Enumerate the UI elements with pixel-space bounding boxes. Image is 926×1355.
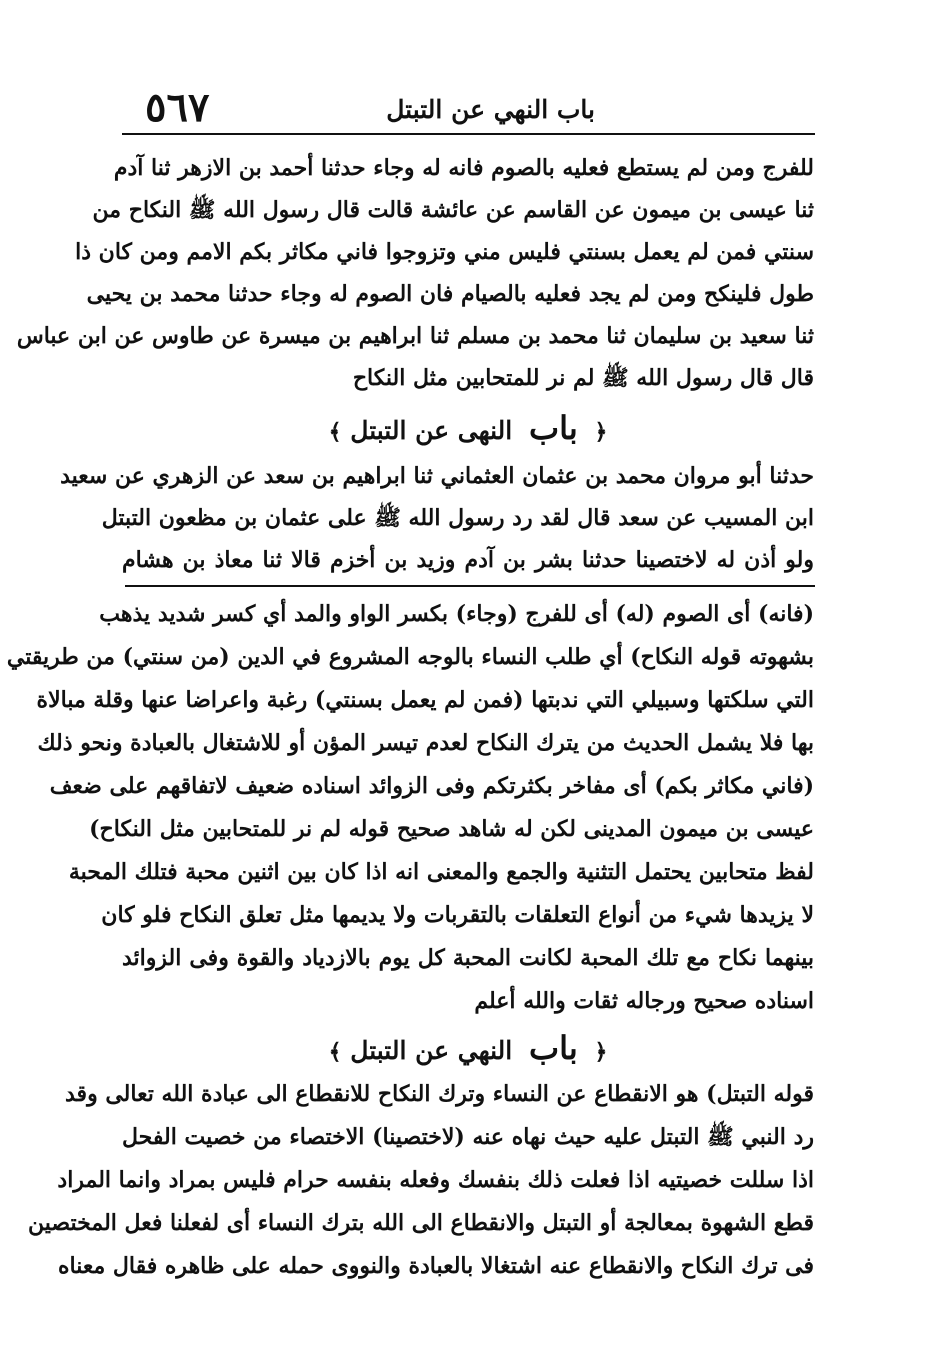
ornament-open: ﴿ xyxy=(594,1039,608,1065)
page-header xyxy=(125,86,815,134)
text-line: ثنا سعيد بن سليمان ثنا محمد بن مسلم ثنا ابراهيم بن ميسرة عن طاوس عن ابن عباس xyxy=(16,323,814,349)
ornament-close: ﴾ xyxy=(328,1039,342,1065)
commentary-line: اسناده صحيح ورجاله ثقات والله أعلم xyxy=(474,988,814,1014)
text-line: حدثنا أبو مروان محمد بن عثمان العثماني ثنا ابراهيم بن سعد عن الزهري عن سعيد xyxy=(60,463,814,489)
hadith-text-block-2 xyxy=(60,458,814,584)
chapter-bab-word: باب xyxy=(528,409,578,447)
ornament-open: ﴿ xyxy=(594,419,608,445)
commentary-line: فى ترك النكاح والانقطاع عنه اشتغالا بالعبادة والنووى حمله على ظاهره فقال معناه xyxy=(57,1253,814,1279)
hadith-text-block-1 xyxy=(16,150,814,410)
commentary-line: بها فلا يشمل الحديث من يترك النكاح لعدم تيسر المؤن أو للاشتغال بالعبادة ونحو ذلك xyxy=(37,730,814,756)
commentary-line: قطع الشهوة بمعالجة أو التبتل والانقطاع الى الله بترك النساء أى لفعلنا فعل المختصين xyxy=(28,1210,814,1236)
commentary-line: اذا سللت خصيتيه اذا فعلت ذلك بنفسك وفعله بنفسه حرام فليس بمراد وانما المراد xyxy=(57,1167,814,1193)
commentary-line: بشهوته قوله النكاح) أي طلب النساء بالوجه المشروع في الدين (من سنتي) من طريقتي xyxy=(6,644,814,670)
text-line: ولو أذن له لاختصينا حدثنا بشر بن آدم وزيد بن أخزم قالا ثنا معاذ بن هشام xyxy=(122,547,814,573)
header-rule xyxy=(122,133,815,135)
commentary-line: (فاني مكاثر بكم) أى مفاخر بكثرتكم وفى الزوائد اسناده ضعيف لاتفاقهم على ضعف xyxy=(49,773,814,799)
text-line: سنتي فمن لم يعمل بسنتي فليس مني وتزوجوا فاني مكاثر بكم الامم ومن كان ذا xyxy=(75,239,814,265)
text-line: طول فلينكح ومن لم يجد فعليه بالصيام فان الصوم له وجاء حدثنا محمد بن يحيى xyxy=(86,281,814,307)
text-line: ثنا عيسى بن ميمون عن القاسم عن عائشة قالت قال رسول الله ﷺ النكاح من xyxy=(92,197,814,223)
page-number: ٥٦٧ xyxy=(145,84,210,131)
running-title: باب النهي عن التبتل xyxy=(386,95,595,124)
chapter-title: النهى عن التبتل xyxy=(350,416,513,445)
text-line: ابن المسيب عن سعد قال لقد رد رسول الله ﷺ على عثمان بن مظعون التبتل xyxy=(101,505,814,531)
chapter-bab-word: باب xyxy=(528,1029,578,1067)
commentary-line: لفظ متحابين يحتمل التثنية والجمع والمعنى انه اذا كان بين اثنين محبة فتلك المحبة xyxy=(68,859,814,885)
commentary-line: رد النبي ﷺ التبتل عليه حيث نهاه عنه (لاختصينا) الاختصاء من خصيت الفحل xyxy=(122,1124,814,1150)
commentary-line: عيسى بن ميمون المدينى لكن له شاهد صحيح قوله لم نر للمتحابين مثل النكاح) xyxy=(89,816,814,842)
commentary-block-1 xyxy=(6,596,814,1026)
commentary-block-2 xyxy=(28,1076,814,1306)
ornament-close: ﴾ xyxy=(328,419,342,445)
commentary-line: (فانه) أى الصوم (له) أى للفرج (وجاء) بكسر الواو والمد أي كسر شديد يذهب xyxy=(99,601,814,627)
chapter-heading xyxy=(122,408,814,452)
text-line: قال قال رسول الله ﷺ لم نر للمتحابين مثل النكاح xyxy=(352,365,814,391)
commentary-line: لا يزيدها شيء من أنواع التعلقات بالتقربات ولا يديمها مثل تعلق النكاح فلو كان xyxy=(101,902,814,928)
commentary-separator xyxy=(125,585,815,587)
commentary-line: بينهما نكاح مع تلك المحبة لكانت المحبة كل يوم بالازدياد والقوة وفى الزوائد xyxy=(122,945,814,971)
chapter-heading xyxy=(122,1028,814,1072)
commentary-line: قوله التبتل) هو الانقطاع عن النساء وترك النكاح للانقطاع الى عبادة الله تعالى وقد xyxy=(65,1081,814,1107)
text-line: للفرج ومن لم يستطع فعليه بالصوم فانه له وجاء حدثنا أحمد بن الازهر ثنا آدم xyxy=(113,155,814,181)
commentary-line: التي سلكتها وسبيلي التي ندبتها (فمن لم يعمل بسنتي) رغبة واعراضا عنها وقلة مبالاة xyxy=(36,687,814,713)
chapter-title: النهي عن التبتل xyxy=(350,1036,513,1065)
